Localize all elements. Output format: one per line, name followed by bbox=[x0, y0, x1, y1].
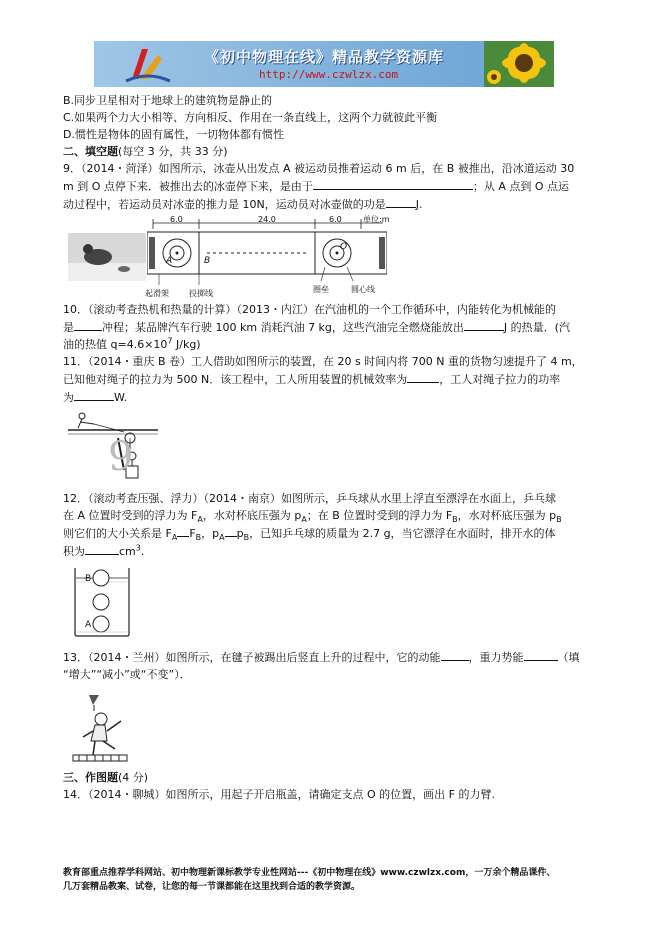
q13-blank-1[interactable] bbox=[441, 648, 469, 661]
q12-line-3 bbox=[63, 524, 593, 542]
label-base: 圈垒 bbox=[313, 285, 329, 294]
q12-text-k: cm bbox=[119, 545, 136, 558]
q12-exponent: 3 bbox=[135, 543, 141, 553]
label-throw: 投掷线 bbox=[189, 289, 213, 298]
option-d: D.惯性是物体的固有属性，一切物体都有惯性 bbox=[63, 128, 284, 141]
q12-line-2 bbox=[63, 507, 593, 524]
sunflower-icon bbox=[484, 41, 554, 87]
q13-line-1 bbox=[63, 648, 593, 666]
q10-blank-2[interactable] bbox=[464, 318, 504, 331]
q10-line-2 bbox=[63, 318, 593, 336]
section-3-heading bbox=[63, 769, 593, 786]
q11-text-b: ，工人对绳子拉力的功率 bbox=[439, 373, 561, 386]
q13-text-b: ，重力势能 bbox=[468, 651, 524, 664]
q10-blank-1[interactable] bbox=[74, 318, 102, 331]
label-start: 起滑架 bbox=[145, 289, 169, 298]
q12-text-f: F bbox=[189, 527, 196, 540]
q9-text-a: m 到 O 点停下来．被推出去的冰壶停下来，是由于 bbox=[63, 180, 313, 193]
header-banner bbox=[94, 41, 554, 87]
q12-text-h: p bbox=[236, 527, 244, 540]
q12-text-l: . bbox=[140, 545, 145, 558]
q11-line-3 bbox=[63, 388, 593, 406]
q11-blank-2[interactable] bbox=[74, 388, 114, 401]
beaker-diagram bbox=[71, 566, 133, 638]
q11-text-a: 已知他对绳子的拉力为 500 N．该工程中，工人所用装置的机械效率为 bbox=[63, 373, 408, 386]
q13-text-a: 13．（2014・兰州）如图所示，在毽子被踢出后竖直上升的过程中，它的动能 bbox=[63, 651, 441, 664]
q12-figure bbox=[63, 564, 593, 640]
q12-text-c: ；在 B 位置时受到的浮力为 F bbox=[306, 509, 453, 522]
q10-text-c: J 的热量．(汽 bbox=[503, 321, 570, 334]
q12-sub-a1: A bbox=[197, 515, 203, 525]
shuttlecock-kick-diagram bbox=[71, 691, 131, 763]
page-footer bbox=[63, 866, 603, 894]
footer-line-1: 教育部重点推荐学科网站、初中物理新课标教学专业性网站---《初中物理在线》www.czwlzx.com，一万余个精品课件、 bbox=[63, 868, 556, 878]
q10-text-e: J/kg) bbox=[172, 338, 201, 351]
q13-blank-2[interactable] bbox=[524, 648, 558, 661]
q12-sub-b3: B bbox=[195, 533, 202, 543]
section-3-title: 三、作图题 bbox=[63, 771, 118, 784]
q9-blank-1[interactable] bbox=[313, 177, 473, 190]
q9-line-2 bbox=[63, 177, 593, 195]
q9-line-3 bbox=[63, 195, 593, 213]
q9-figure bbox=[63, 217, 593, 297]
q12-blank-1[interactable] bbox=[177, 524, 189, 537]
q12-sub-b2: B bbox=[556, 515, 562, 525]
label-a: A bbox=[166, 256, 173, 266]
q12-text-d: ，水对杯底压强为 p bbox=[457, 509, 557, 522]
dim-unit: 单位:m bbox=[363, 215, 390, 224]
q10-text-d: 油的热值 q=4.6×10 bbox=[63, 338, 168, 351]
ball-label-b: B bbox=[85, 574, 92, 584]
q9-text-c: 动过程中，若运动员对冰壶的推力是 10N，运动员对冰壶做的功是 bbox=[63, 198, 386, 211]
q12-sub-a4: A bbox=[219, 533, 225, 543]
logo-icon bbox=[118, 41, 178, 87]
dim-1: 6.0 bbox=[170, 215, 183, 224]
label-o: O bbox=[340, 242, 348, 252]
q12-sub-b1: B bbox=[452, 515, 458, 525]
q12-text-j: 积为 bbox=[63, 545, 85, 558]
q10-line-3 bbox=[63, 336, 593, 353]
q12-text-g: ，p bbox=[201, 527, 220, 540]
q9-text-d: J. bbox=[415, 198, 423, 211]
q12-text-i: ，已知乒乓球的质量为 2.7 g，当它漂浮在水面时，排开水的体 bbox=[249, 527, 556, 540]
q12-text-b: ，水对杯底压强为 p bbox=[202, 509, 302, 522]
section-3-note: (4 分) bbox=[118, 771, 149, 784]
q12-line-1: 12．（滚动考查压强、浮力）（2014・南京）如图所示，乒乓球从水里上浮直至漂浮在水面上，乒乓球 bbox=[63, 492, 556, 505]
q10-text-a: 是 bbox=[63, 321, 74, 334]
q12-blank-3[interactable] bbox=[85, 542, 119, 555]
q11-line-1: 11．（2014・重庆 B 卷）工人借助如图所示的装置，在 20 s 时间内将 700 N 重的货物匀速提升了 4 m， bbox=[63, 355, 583, 368]
q9-line-1: 9．（2014・菏泽）如图所示，冰壶从出发点 A 被运动员推着运动 6 m 后，在 B 被推出，沿冰道运动 30 bbox=[63, 162, 575, 175]
q14-line-1: 14．（2014・聊城）如图所示，用起子开启瓶盖，请确定支点 O 的位置，画出 F 的力臂. bbox=[63, 788, 495, 801]
q12-line-4 bbox=[63, 542, 593, 560]
banner-url[interactable]: http://www.czwlzx.com bbox=[259, 68, 399, 81]
section-2-heading bbox=[63, 143, 593, 160]
label-b: B bbox=[204, 256, 211, 266]
section-2-title: 二、填空题 bbox=[63, 145, 118, 158]
q10-exponent: 7 bbox=[167, 336, 173, 346]
q12-sub-b4: B bbox=[243, 533, 250, 543]
curling-photo bbox=[68, 233, 146, 281]
dim-3: 6.0 bbox=[329, 215, 342, 224]
q13-text-c: （填 bbox=[557, 651, 580, 664]
banner-title: 《初中物理在线》精品教学资源库 bbox=[204, 48, 445, 66]
q12-text-a: 在 A 位置时受到的浮力为 F bbox=[63, 509, 198, 522]
q11-blank-1[interactable] bbox=[407, 370, 439, 383]
q12-blank-2[interactable] bbox=[225, 524, 237, 537]
q10-line-1: 10．（滚动考查热机和热量的计算）（2013・内江）在汽油机的一个工作循环中，内能转化为机械能的 bbox=[63, 303, 556, 316]
option-b: B.同步卫星相对于地球上的建筑物是静止的 bbox=[63, 94, 273, 107]
section-2-note: (每空 3 分，共 33 分) bbox=[118, 145, 228, 158]
svg-text:9: 9 bbox=[108, 434, 134, 480]
q11-text-c: 为 bbox=[63, 391, 74, 404]
pulley-diagram bbox=[68, 410, 168, 486]
q11-line-2 bbox=[63, 370, 593, 388]
q13-figure bbox=[63, 687, 593, 765]
q12-sub-a2: A bbox=[301, 515, 307, 525]
q12-text-e: 则它们的大小关系是 F bbox=[63, 527, 172, 540]
page-content bbox=[63, 92, 593, 803]
q11-figure bbox=[63, 410, 593, 486]
q9-blank-2[interactable] bbox=[386, 195, 416, 208]
dim-2: 24.0 bbox=[258, 215, 276, 224]
q9-text-b: ；从 A 点到 O 点运 bbox=[472, 180, 570, 193]
label-center: 圆心线 bbox=[351, 285, 375, 294]
q12-sub-a3: A bbox=[171, 533, 178, 543]
footer-line-2: 几万套精品教案、试卷，让您的每一节课都能在这里找到合适的教学资源。 bbox=[63, 882, 361, 892]
ball-label-a: A bbox=[85, 620, 92, 630]
q11-text-d: W. bbox=[114, 391, 128, 404]
option-c: C.如果两个力大小相等、方向相反、作用在一条直线上，这两个力就彼此平衡 bbox=[63, 111, 438, 124]
q10-text-b: 冲程；某品牌汽车行驶 100 km 消耗汽油 7 kg，这些汽油完全燃烧能放出 bbox=[102, 321, 464, 334]
q13-line-2: “增大”“减小”或“不变”）． bbox=[63, 668, 191, 681]
